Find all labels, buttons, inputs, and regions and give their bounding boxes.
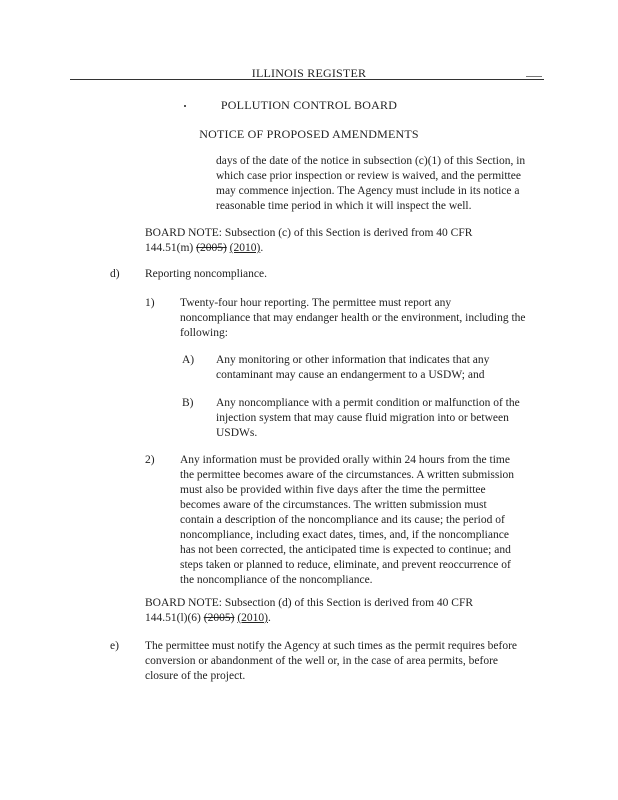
- board-note-line: BOARD NOTE: Subsection (c) of this Section is derived from 40 CFR: [145, 227, 473, 239]
- subitem-b-line: Any noncompliance with a permit condition or malfunction of the: [216, 397, 520, 409]
- subitem-a-line: contaminant may cause an endangerment to a USDW; and: [216, 369, 485, 381]
- agency-title: POLLUTION CONTROL BOARD: [220, 98, 398, 112]
- item-2-line: becomes aware of the circumstances. The written submission must: [180, 499, 487, 511]
- item-1-marker: 1): [145, 297, 155, 309]
- item-2-line: steps taken or planned to reduce, eliminate, and prevent reoccurrence of: [180, 559, 511, 571]
- item-1-paragraph: [180, 296, 560, 341]
- struck-year: (2005): [203, 612, 235, 624]
- board-note-line: [145, 241, 555, 256]
- section-d-marker: d): [110, 268, 120, 280]
- added-year: (2010): [237, 612, 268, 624]
- continuation-line: which case prior inspection or review is waived, and the permittee: [216, 170, 521, 182]
- citation: 144.51(l)(6): [145, 612, 204, 624]
- subitem-a-paragraph: [216, 353, 556, 383]
- subitem-b-line: USDWs.: [216, 427, 258, 439]
- subitem-a-marker: A): [182, 354, 195, 366]
- item-2-line: Any information must be provided orally within 24 hours from the time: [180, 454, 510, 466]
- continuation-line: may commence injection. The Agency must include in its notice a: [216, 185, 520, 197]
- register-title: ILLINOIS REGISTER: [251, 66, 367, 80]
- added-year: (2010): [229, 242, 261, 254]
- board-note-line: BOARD NOTE: Subsection (d) of this Section is derived from 40 CFR: [145, 597, 474, 609]
- continuation-paragraph: [216, 154, 556, 214]
- section-e-line: closure of the project.: [145, 670, 246, 682]
- board-note-c: [145, 226, 555, 256]
- subitem-b-paragraph: [216, 396, 556, 441]
- item-2-paragraph: [180, 453, 560, 588]
- section-d-heading: Reporting noncompliance.: [145, 268, 267, 280]
- section-e-paragraph: [145, 639, 565, 684]
- item-2-marker: 2): [145, 454, 155, 466]
- section-e-line: conversion or abandonment of the well or, in the case of area permits, before: [145, 655, 499, 667]
- item-2-line: has not been corrected, the anticipated time is expected to continue; and: [180, 544, 511, 556]
- board-note-d: [145, 596, 555, 626]
- item-2-line: the noncompliance of the noncompliance.: [180, 574, 373, 586]
- header-rule: [70, 79, 544, 80]
- item-2-line: noncompliance, including exact dates, times, and, if the noncompliance: [180, 529, 509, 541]
- subitem-b-marker: B): [182, 397, 194, 409]
- item-2-line: the permittee becomes aware of the circumstances. A written submission: [180, 469, 515, 481]
- item-2-line: contain a description of the noncompliance and its cause; the period of: [180, 514, 505, 526]
- item-1-line: following:: [180, 327, 228, 339]
- subitem-b-line: injection system that may cause fluid migration into or between: [216, 412, 509, 424]
- scan-artifact: [526, 76, 542, 77]
- continuation-line: reasonable time period in which it will inspect the well.: [216, 200, 472, 212]
- struck-year: (2005): [196, 242, 227, 254]
- item-2-line: must also be provided within five days after the time the permittee: [180, 484, 486, 496]
- continuation-line: days of the date of the notice in subsection (c)(1) of this Section, in: [216, 155, 526, 167]
- period: .: [267, 612, 271, 624]
- section-e-marker: e): [110, 640, 119, 652]
- notice-title: NOTICE OF PROPOSED AMENDMENTS: [199, 127, 419, 141]
- item-1-line: noncompliance that may endanger health or the environment, including the: [180, 312, 526, 324]
- subitem-a-line: Any monitoring or other information that indicates that any: [216, 354, 490, 366]
- section-e-line: The permittee must notify the Agency at such times as the permit requires before: [145, 640, 518, 652]
- period: .: [260, 242, 264, 254]
- item-1-line: Twenty-four hour reporting. The permittee must report any: [180, 297, 452, 309]
- board-note-line: [145, 611, 555, 626]
- citation: 144.51(m): [145, 242, 197, 254]
